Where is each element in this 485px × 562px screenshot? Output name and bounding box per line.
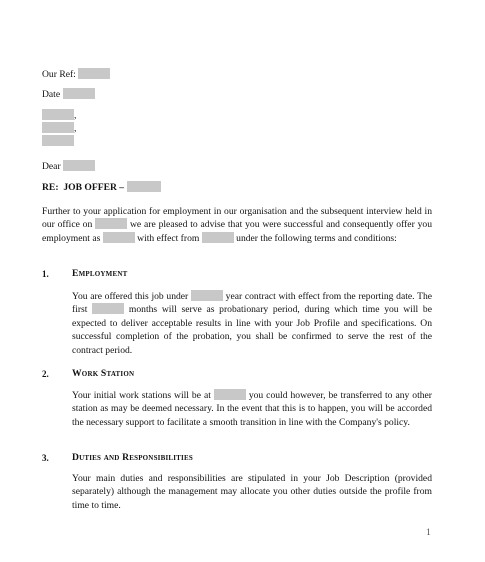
address-redacted-field — [42, 122, 77, 134]
date-label: Date — [42, 89, 61, 100]
start-date-redacted-field — [202, 232, 234, 243]
our-ref-label: Our Ref: — [42, 69, 76, 80]
section-2-heading: Work Station — [72, 368, 135, 379]
section-1-text-1: You are offered this job under — [72, 291, 189, 302]
intro-text-2: we are pleased to advise that you were successful and consequently offer you employment as — [42, 219, 433, 244]
job-title-redacted-field — [103, 232, 135, 243]
dear-label: Dear — [42, 161, 61, 172]
interview-date-redacted-field — [95, 218, 127, 229]
address-comma: , — [74, 110, 77, 121]
section-1-text-2: year contract with effect from the reporting date. The first — [72, 291, 432, 316]
address-comma: , — [74, 123, 77, 134]
date-line — [42, 88, 95, 101]
address-line-3 — [42, 135, 74, 148]
date-redacted-field — [63, 88, 95, 99]
recipient-redacted-field — [63, 160, 95, 171]
position-redacted-field — [127, 181, 161, 192]
section-3-heading: Duties and Responsibilities — [72, 452, 193, 463]
intro-paragraph — [42, 205, 432, 245]
intro-text-1: Further to your application for employment in our organisation and the subsequent interview held in our office on — [42, 206, 432, 231]
address-line-1 — [42, 109, 76, 122]
work-station-redacted-field — [214, 389, 246, 400]
salutation-line — [42, 160, 95, 173]
our-ref-line — [42, 68, 110, 81]
subject-line — [42, 181, 161, 194]
section-1-paragraph — [72, 290, 432, 357]
intro-text-4: under the following terms and conditions: — [236, 232, 397, 244]
contract-length-redacted-field — [191, 290, 223, 301]
address-line-2 — [42, 122, 76, 135]
section-3-number: 3. — [42, 453, 49, 463]
subject-prefix: RE: — [42, 182, 59, 193]
probation-months-redacted-field — [92, 303, 124, 314]
section-2-text-1: Your initial work stations will be at — [72, 390, 211, 401]
address-redacted-field — [42, 135, 74, 146]
section-2-text-2: you could however, be transferred to any other station as may be deemed necessary. In the event that this is to happen, you will be accorded the necessary support to facilitate a smooth transition in line with the Company's policy. — [72, 390, 432, 428]
section-2-paragraph — [72, 389, 432, 429]
section-1-text-3: months will serve as probationary period, during which time you will be expected to deliver acceptable results in line with your Job Profile and specifications. On successful completion of the probation, you shall be confirmed to serve the rest of the contract period. — [72, 304, 432, 356]
section-2-number: 2. — [42, 369, 49, 379]
address-redacted-field — [42, 109, 77, 121]
intro-text-3: with effect from — [137, 232, 200, 244]
section-1-heading: Employment — [72, 268, 128, 279]
section-3-paragraph: Your main duties and responsibilities are stipulated in your Job Description (provided separately) although the management may allocate you other duties outside the profile from time to time. — [72, 473, 432, 511]
section-1-number: 1. — [42, 269, 49, 279]
subject-title: JOB OFFER – — [63, 182, 125, 193]
page-number: 1 — [426, 527, 431, 538]
our-ref-redacted-field — [78, 68, 110, 79]
